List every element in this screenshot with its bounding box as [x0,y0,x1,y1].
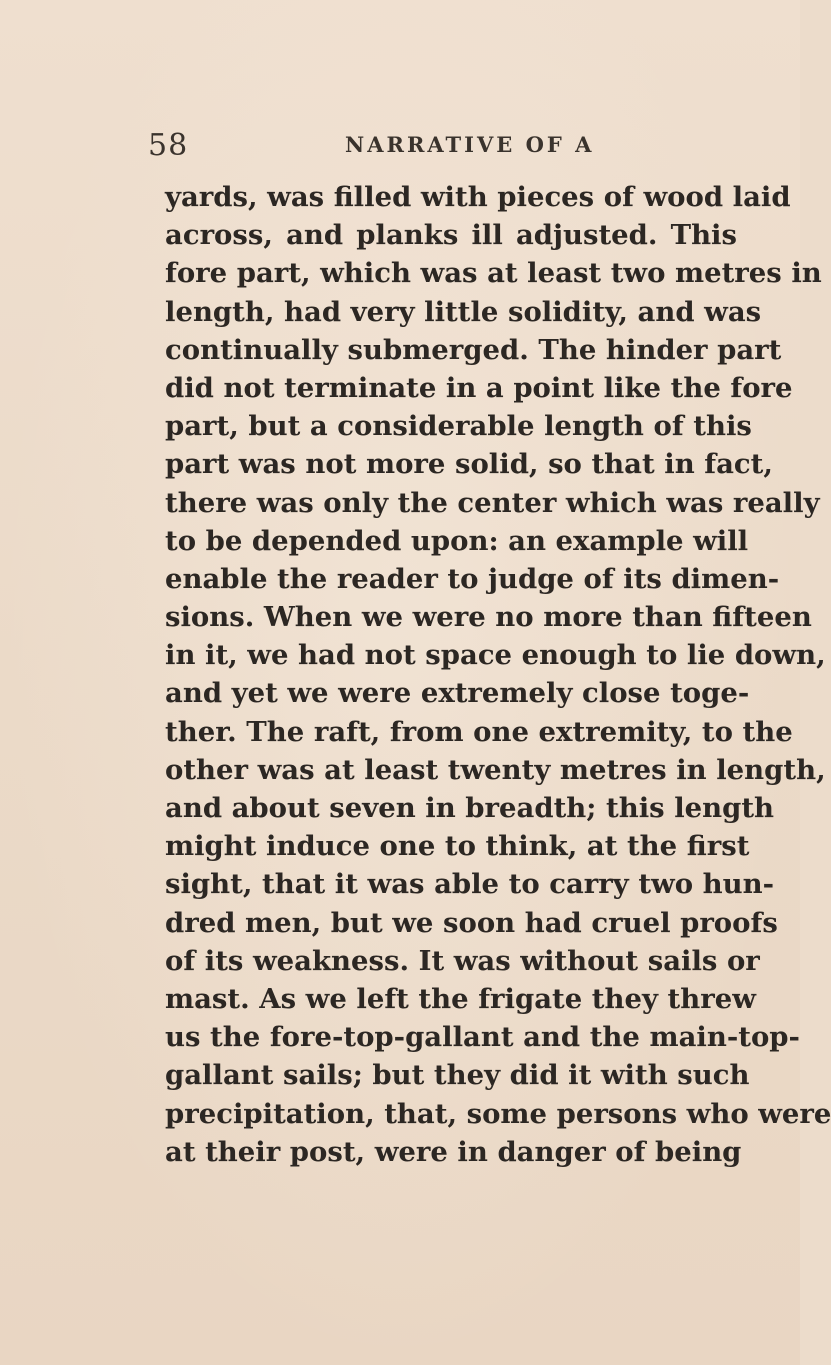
text-line: in it, we had not space enough to lie down, [165,639,826,672]
text-line: other was at least twenty metres in length, [165,753,826,786]
text-line: of its weakness. It was without sails or [165,944,760,977]
text-line: sight, that it was able to carry two hun- [165,868,775,901]
text-line: across, and planks ill adjusted. This [165,219,737,252]
text-line: ther. The raft, from one extremity, to the [165,715,793,748]
text-line: dred men, but we soon had cruel proofs [165,906,778,939]
text-line: mast. As we left the frigate they threw [165,982,756,1015]
running-head: NARRATIVE OF A [345,132,595,157]
body-text [165,178,831,1171]
text-line: enable the reader to judge of its dimen- [165,562,780,595]
text-line: length, had very little solidity, and was [165,295,762,328]
text-line: yards, was filled with pieces of wood laid [165,181,791,213]
page-number: 58 [148,128,189,163]
text-line: at their post, were in danger of being [165,1135,742,1168]
text-line: gallant sails; but they did it with such [165,1059,750,1092]
text-line: might induce one to think, at the first [165,830,750,863]
text-line: continually submerged. The hinder part [165,333,782,366]
text-line: part, but a considerable length of this [165,410,752,443]
text-line: and yet we were extremely close toge- [165,677,750,710]
text-line: and about seven in breadth; this length [165,792,775,824]
text-line: fore part, which was at least two metres in [165,257,822,290]
text-line: part was not more solid, so that in fact, [165,448,773,481]
text-line: there was only the center which was really [165,486,820,519]
text-line: to be depended upon: an example will [165,524,749,557]
text-line: did not terminate in a point like the fore [165,371,793,404]
page-header [148,128,708,168]
text-line: us the fore-top-gallant and the main-top- [165,1021,800,1054]
text-line: precipitation, that, some persons who were [165,1097,831,1130]
text-line: sions. When we were no more than fifteen [165,601,812,634]
